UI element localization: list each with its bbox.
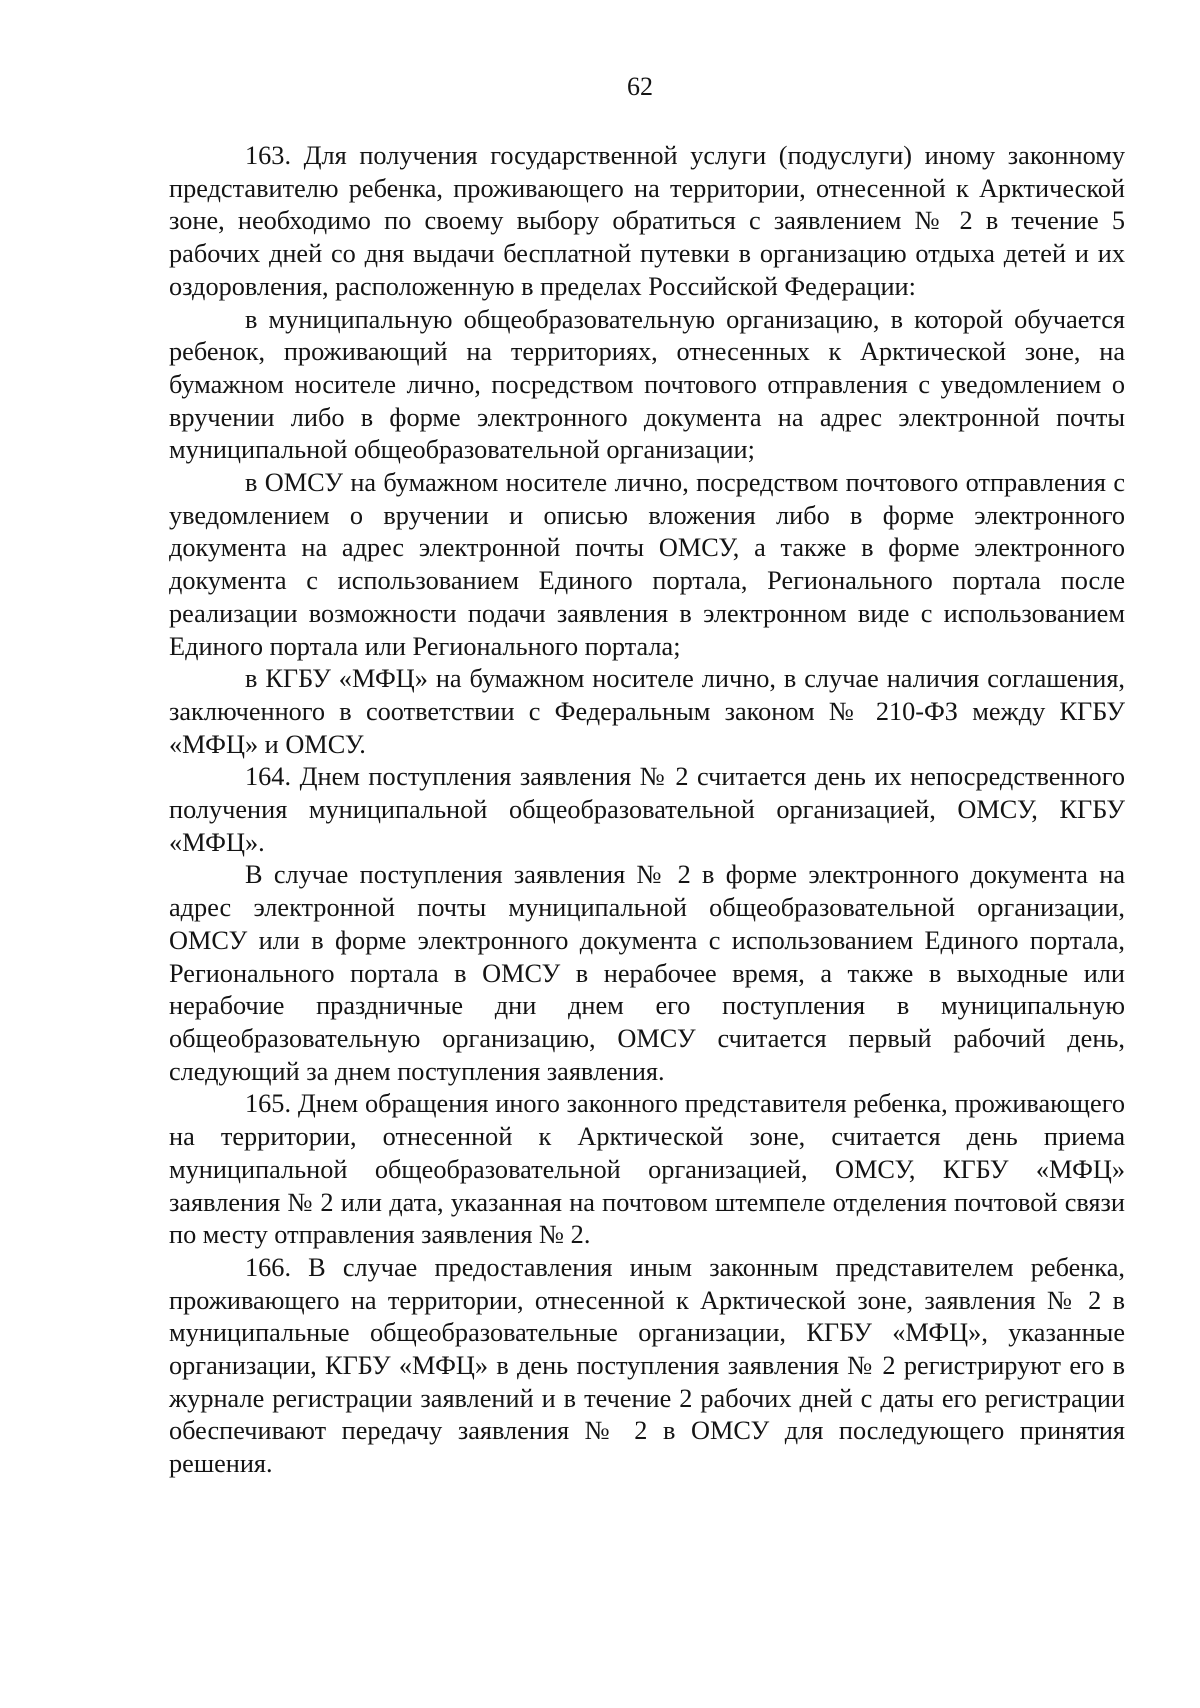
paragraph-163-municipal-school: в муниципальную общеобразовательную организацию, в которой обучается ребенок, проживающий на территориях, отнесенных к Арктической зоне, на бумажном носителе лично, посредством почтового отправления с уведомлением о вручении либо в форме электронного документа на адрес электронной почты муниципальной общеобразовательной организации;: [169, 304, 1125, 465]
document-body: [169, 140, 1125, 1481]
paragraph-163-mfc: в КГБУ «МФЦ» на бумажном носителе лично, в случае наличия соглашения, заключенного в соответствии с Федеральным законом № 210-ФЗ между КГБУ «МФЦ» и ОМСУ.: [169, 664, 1125, 759]
paragraph-164-electronic: В случае поступления заявления № 2 в форме электронного документа на адрес электронной почты муниципальной общеобразовательной организации, ОМСУ или в форме электронного документа с использованием Единого портала, Регионального портала в ОМСУ в нерабочее время, а также в выходные или нерабочие праздничные дни днем его поступления в муниципальную общеобразовательную организацию, ОМСУ считается первый рабочий день, следующий за днем поступления заявления.: [169, 860, 1125, 1086]
paragraph-166: 166. В случае предоставления иным законным представителем ребенка, проживающего на территории, отнесенной к Арктической зоне, заявления № 2 в муниципальные общеобразовательные организации, КГБУ «МФЦ», указанные организации, КГБУ «МФЦ» в день поступления заявления № 2 регистрируют его в журнале регистрации заявлений и в течение 2 рабочих дней с даты его регистрации обеспечивают передачу заявления № 2 в ОМСУ для последующего принятия решения.: [169, 1252, 1125, 1479]
page-number: 62: [627, 72, 653, 101]
paragraph-163: 163. Для получения государственной услуги (подуслуги) иному законному представителю ребенка, проживающего на территории, отнесенной к Арктической зоне, необходимо по своему выбору обратиться с заявлением № 2 в течение 5 рабочих дней со дня выдачи бесплатной путевки в организацию отдыха детей и их оздоровления, расположенную в пределах Российской Федерации:: [169, 141, 1125, 301]
paragraph-165: 165. Днем обращения иного законного представителя ребенка, проживающего на территории, отнесенной к Арктической зоне, считается день приема муниципальной общеобразовательной организацией, ОМСУ, КГБУ «МФЦ» заявления № 2 или дата, указанная на почтовом штемпеле отделения почтовой связи по месту отправления заявления № 2.: [169, 1089, 1125, 1250]
paragraph-163-omsu: в ОМСУ на бумажном носителе лично, посредством почтового отправления с уведомлением о вручении и описью вложения либо в форме электронного документа на адрес электронной почты ОМСУ, а также в форме электронного документа с использованием Единого портала, Регионального портала после реализации возможности подачи заявления в электронном виде с использованием Единого портала или Регионального портала;: [169, 468, 1125, 661]
paragraph-164: 164. Днем поступления заявления № 2 считается день их непосредственного получения муниципальной общеобразовательной организацией, ОМСУ, КГБУ «МФЦ».: [169, 762, 1125, 857]
